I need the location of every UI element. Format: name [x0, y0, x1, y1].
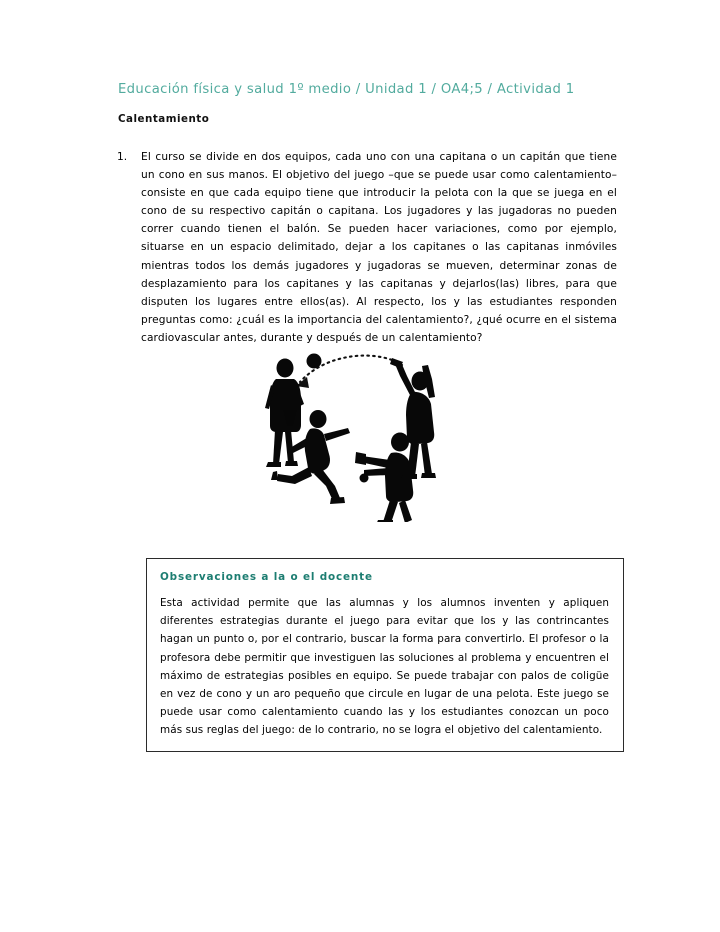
silhouette-cone-holder [265, 359, 304, 468]
list-item [117, 148, 617, 347]
ball-icon [307, 354, 322, 369]
observations-text: Esta actividad permite que las alumnas y los alumnos inventen y apliquen diferentes estrategias durante el juego para evitar que los y las contrincantes hagan un punto o, por el contrario, buscar la forma para convertirlo. El profesor o la profesora debe permitir que investiguen las soluciones al problema y encuentren el máximo de estrategias posibles en equipo. Se puede trabajar con palos de coligüe en vez de cono y un aro pequeño que circule en lugar de una pelota. Este juego se puede usar como calentamiento cuando las y los estudiantes conozcan un poco más sus reglas del juego: de lo contrario, no se logra el objetivo del calentamiento. [160, 597, 609, 737]
observations-box [146, 558, 624, 752]
breadcrumb: Educación física y salud 1º medio / Unidad 1 / OA4;5 / Actividad 1 [118, 82, 575, 97]
list-item-text: El curso se divide en dos equipos, cada uno con una capitana o un capitán que tiene un cono en sus manos. El objetivo del juego –que se puede usar como calentamiento– consiste en que cada equipo tiene que introducir la pelota con la que se juega en el cono de su respectivo capitán o capitana. Los jugadores y las jugadoras no pueden correr cuando tienen el balón. Se pueden hacer variaciones, como por ejemplo, situarse en un espacio delimitado, dejar a los capitanes o las capitanas inmóviles mientras todos los demás jugadores y jugadoras se mueven, determinar zonas de desplazamiento para los capitanes y las capitanas y dejarlos(las) libres, para que disputen los lugares entre ellos(as). Al respecto, los y las estudiantes responden preguntas como: ¿cuál es la importancia del calentamiento?, ¿qué ocurre en el sistema cardiovascular antes, durante y después de un calentamiento? [141, 151, 617, 344]
observations-title: Observaciones a la o el docente [160, 571, 373, 583]
page-title: Calentamiento [118, 113, 210, 125]
silhouettes-graphic [252, 352, 468, 522]
activity-list [117, 148, 617, 347]
list-item-number: 1. [117, 151, 128, 163]
activity-illustration [252, 352, 468, 522]
